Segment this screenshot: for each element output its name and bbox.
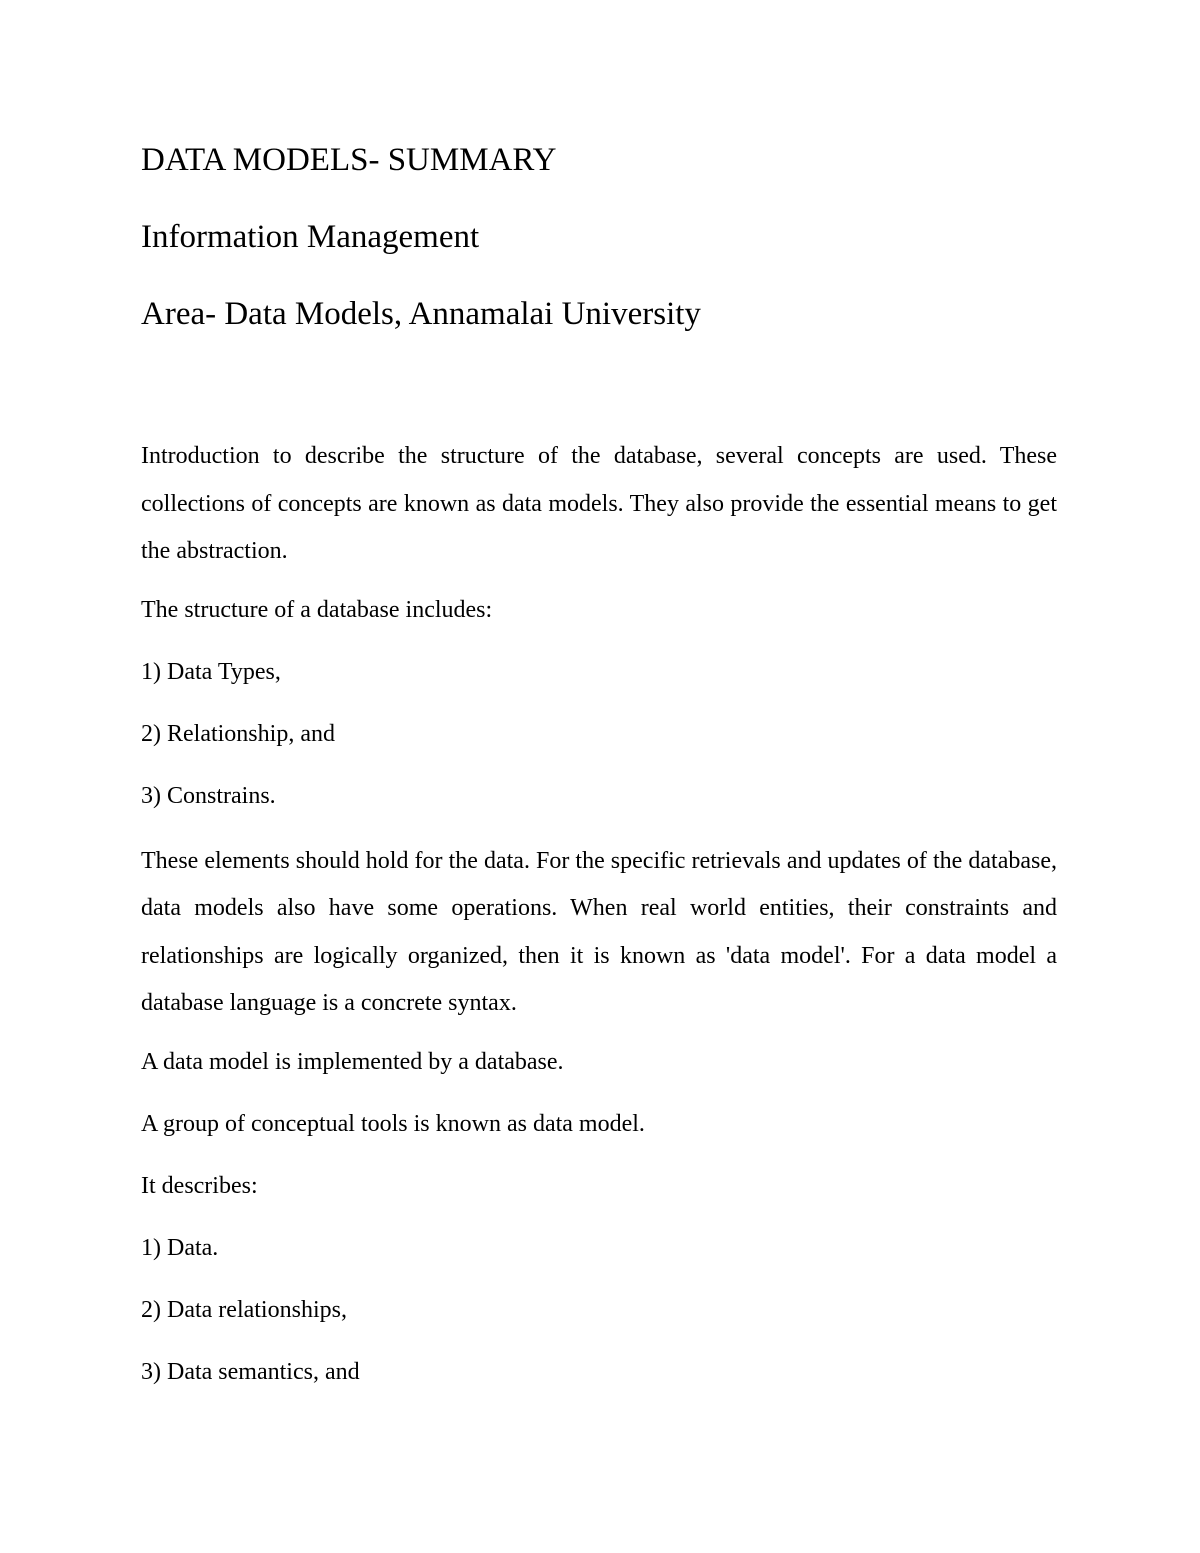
- document-subject: Information Management: [141, 219, 480, 255]
- implemented-line: A data model is implemented by a database.: [141, 1048, 564, 1075]
- describes-item: 1) Data.: [141, 1234, 219, 1261]
- document-area: Area- Data Models, Annamalai University: [141, 296, 701, 332]
- elements-paragraph: These elements should hold for the data. For the specific retrievals and updates of the database, data models also have some operations. When real world entities, their constraints and relationships are logically organized, then it is known as 'data model'. For a data model a database language is a concrete syntax.: [141, 847, 1057, 1016]
- structure-item: 3) Constrains.: [141, 782, 276, 809]
- document-title: DATA MODELS- SUMMARY: [141, 142, 557, 178]
- describes-item: 3) Data semantics, and: [141, 1358, 360, 1385]
- describes-heading: It describes:: [141, 1172, 258, 1199]
- document-header: [141, 140, 1061, 371]
- structure-heading: The structure of a database includes:: [141, 596, 493, 623]
- structure-item: 1) Data Types,: [141, 658, 281, 685]
- group-line: A group of conceptual tools is known as data model.: [141, 1110, 645, 1137]
- describes-item: 2) Data relationships,: [141, 1296, 347, 1323]
- document-body: [141, 433, 1057, 1414]
- intro-paragraph: Introduction to describe the structure of the database, several concepts are used. These collections of concepts are known as data models. They also provide the essential means to get the abstraction.: [141, 443, 1057, 564]
- structure-item: 2) Relationship, and: [141, 720, 335, 747]
